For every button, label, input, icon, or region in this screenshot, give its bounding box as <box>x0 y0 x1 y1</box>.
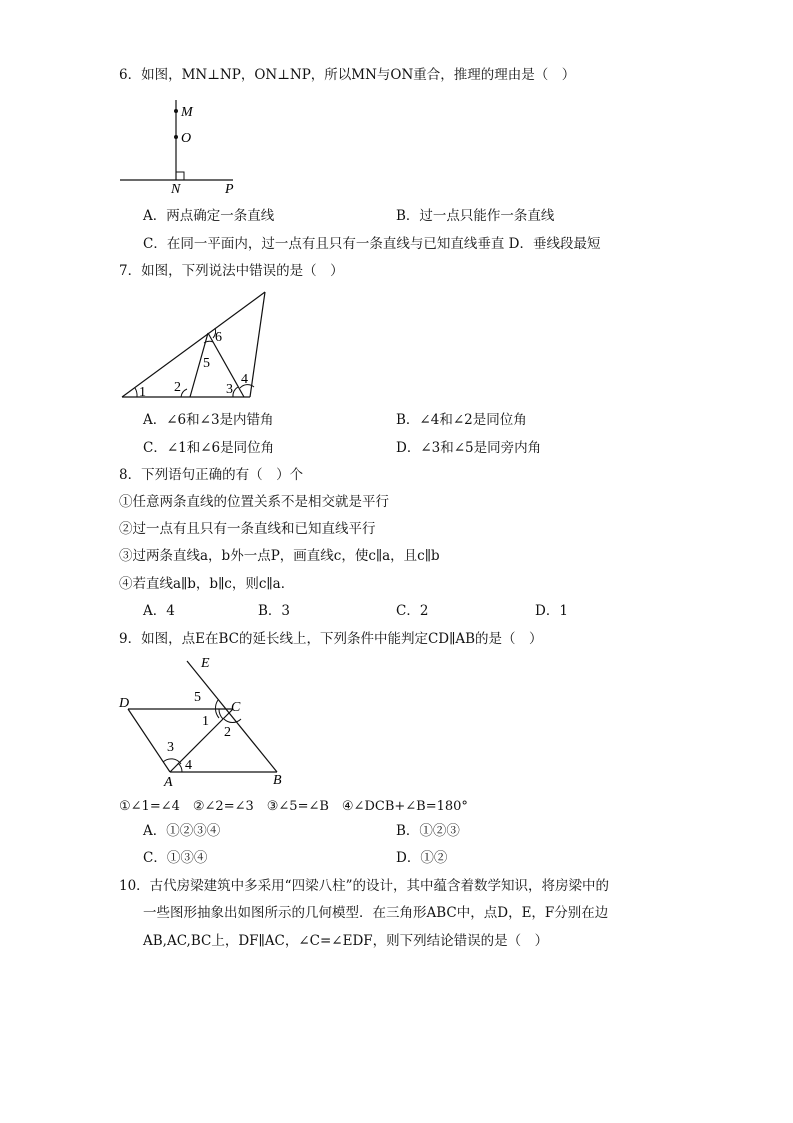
q7-angle-4: 4 <box>241 372 248 387</box>
q7-option-a: A．∠6和∠3是内错角 <box>143 412 274 428</box>
q10-line-2: 一些图形抽象出如图所示的几何模型．在三角形ABC中，点D，E，F分别在边 <box>143 905 609 921</box>
q9-label-a: A <box>164 775 173 788</box>
q9-option-d: D．①② <box>396 850 448 866</box>
q7-angle-6: 6 <box>215 330 222 345</box>
q9-option-a: A．①②③④ <box>143 823 221 839</box>
q8-item-2: ②过一点有且只有一条直线和已知直线平行 <box>119 521 376 537</box>
q7-figure <box>118 288 278 403</box>
q9-angle-2: 2 <box>224 725 231 740</box>
q9-option-c: C．①③④ <box>143 850 208 866</box>
q6-option-cd: C．在同一平面内，过一点有且只有一条直线与已知直线垂直 D．垂线段最短 <box>143 236 601 252</box>
q8-option-c: C．2 <box>396 603 429 619</box>
q9-angle-3: 3 <box>167 740 174 755</box>
q8-option-a: A．4 <box>143 603 175 619</box>
q8-option-b: B．3 <box>258 603 291 619</box>
q9-angle-1: 1 <box>202 714 209 729</box>
q8-item-1: ①任意两条直线的位置关系不是相交就是平行 <box>119 494 389 510</box>
q9-figure <box>115 653 295 788</box>
q7-angle-2: 2 <box>174 380 181 395</box>
q10-line-3: AB,AC,BC上，DF∥AC，∠C=∠EDF，则下列结论错误的是（ ） <box>143 933 549 949</box>
q10-line-1: 10．古代房梁建筑中多采用“四梁八柱”的设计，其中蕴含着数学知识，将房梁中的 <box>119 878 609 894</box>
q9-angle-5: 5 <box>194 690 201 705</box>
q7-angle-1: 1 <box>139 385 146 400</box>
q7-option-c: C．∠1和∠6是同位角 <box>143 440 275 456</box>
q7-option-d: D．∠3和∠5是同旁内角 <box>396 440 542 456</box>
q6-label-m: M <box>181 105 193 120</box>
q6-option-a: A．两点确定一条直线 <box>143 208 275 224</box>
q8-item-4: ④若直线a∥b，b∥c，则c∥a． <box>119 576 295 592</box>
q9-label-b: B <box>273 773 282 788</box>
q9-angle-4: 4 <box>185 758 192 773</box>
q6-figure <box>115 95 255 195</box>
q9-label-c: C <box>231 700 241 715</box>
q6-label-n: N <box>171 182 181 195</box>
q9-label-e: E <box>201 656 210 671</box>
q6-stem: 6．如图，MN⊥NP，ON⊥NP，所以MN与ON重合，推理的理由是（ ） <box>119 67 576 83</box>
q6-label-p: P <box>225 182 234 195</box>
q8-item-3: ③过两条直线a，b外一点P，画直线c，使c∥a，且c∥b <box>119 548 440 564</box>
q9-stem: 9．如图，点E在BC的延长线上，下列条件中能判定CD∥AB的是（ ） <box>119 631 543 647</box>
q9-option-b: B．①②③ <box>396 823 460 839</box>
q8-stem: 8．下列语句正确的有（ ）个 <box>119 467 304 483</box>
q6-label-o: O <box>181 131 192 146</box>
q7-option-b: B．∠4和∠2是同位角 <box>396 412 527 428</box>
q7-angle-3: 3 <box>226 382 233 397</box>
q7-angle-5: 5 <box>203 356 210 371</box>
q7-stem: 7．如图，下列说法中错误的是（ ） <box>119 263 344 279</box>
q9-label-d: D <box>119 696 130 711</box>
q8-option-d: D．1 <box>535 603 568 619</box>
q9-conditions: ①∠1=∠4 ②∠2=∠3 ③∠5=∠B ④∠DCB+∠B=180° <box>119 799 468 814</box>
q6-option-b: B．过一点只能作一条直线 <box>396 208 555 224</box>
